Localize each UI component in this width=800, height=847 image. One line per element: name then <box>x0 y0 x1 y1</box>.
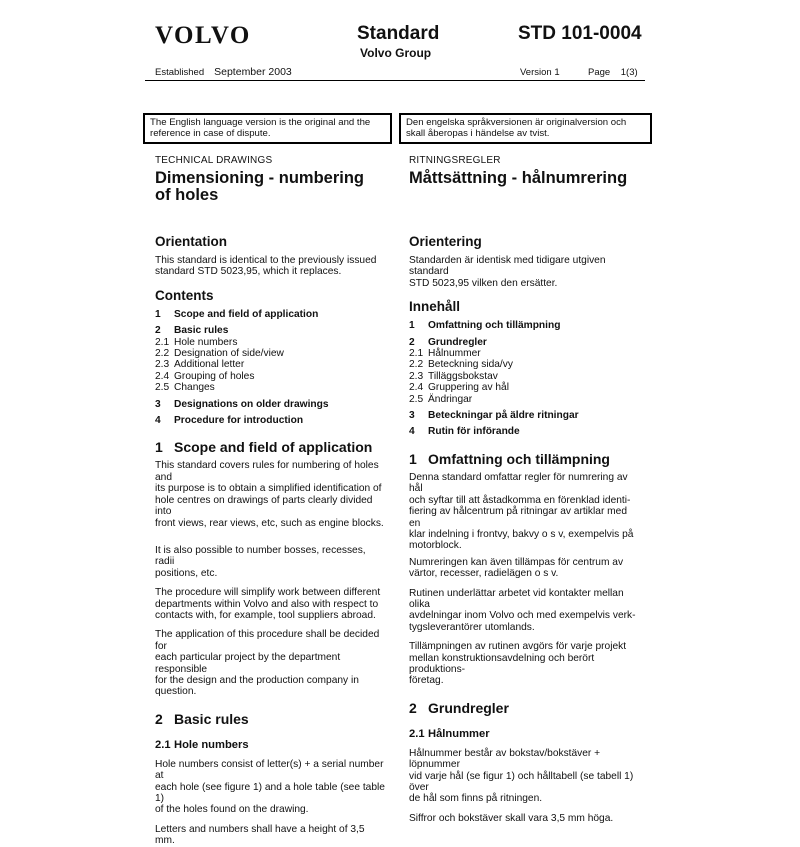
section-1-heading: 1 Omfattning och tillämpning <box>409 450 610 467</box>
organization: Volvo Group <box>360 46 432 60</box>
toc-item: 2.4 Gruppering av hål <box>409 382 509 394</box>
version-label: Version 1 <box>520 67 560 78</box>
section-2-heading: 2 Grundregler <box>409 699 509 716</box>
section-1-paragraph: The application of this procedure shall be decided for each particular project by the department responsible for the design and the production company in question. <box>155 629 380 698</box>
toc-item: 2.3 Tilläggsbokstav <box>409 370 498 382</box>
section-1-paragraph: Numreringen kan även tillämpas för centrum av värtor, recesser, radielägen o s v. <box>409 556 624 580</box>
section-1-paragraph: This standard covers rules for numbering of holes and its purpose is to obtain a simplified identification of hole centres on drawings of parts clearly divided into front views, rear views, etc, such as engine blocks. <box>155 460 384 529</box>
english-column <box>155 155 387 847</box>
section-1-heading: 1 Scope and field of application <box>155 439 373 456</box>
toc-item: 2.3 Additional letter <box>155 359 245 371</box>
section-2-1-heading: 2.1 Hålnummer <box>409 727 490 740</box>
english-note-box: The English language version is the original and the reference in case of dispute. <box>143 113 392 144</box>
established-label: Established <box>155 67 205 78</box>
orientation-text: This standard is identical to the previously issued standard STD 5023,95, which it replaces. <box>155 255 377 278</box>
section-2-1-paragraph: Hålnummer består av bokstav/bokstäver + löpnummer vid varje hål (se figur 1) och hålltabell (se tabell 1) över de hål som finns på ritningen. <box>409 747 634 805</box>
document-title: Dimensioning - numbering of holes <box>155 169 364 204</box>
toc-item: 3 Beteckningar på äldre ritningar <box>409 410 579 422</box>
header-rule <box>145 80 645 81</box>
orientation-text: Standarden är identisk med tidigare utgiven standard STD 5023,95 vilken den ersätter. <box>409 255 606 289</box>
toc-item: 3 Designations on older drawings <box>155 398 329 410</box>
category-label: RITNINGSREGLER <box>409 155 501 166</box>
toc-item: 2 Basic rules <box>155 325 229 337</box>
contents-heading: Contents <box>155 287 214 303</box>
orientation-heading: Orientering <box>409 234 482 249</box>
section-1-paragraph: Denna standard omfattar regler för numrering av hål och syftar till att åstadkomma en förenklad identi- fiering av hålcentrum på ritningar av artiklar med en klar indelning i frontvy, bakvy o s v, exempelvis på motorblock. <box>409 471 634 552</box>
toc-item: 2.1 Hole numbers <box>155 336 238 348</box>
section-1-paragraph: The procedure will simplify work between different departments within Volvo and also with respect to contacts with, for example, tool suppliers abroad. <box>155 587 381 621</box>
toc-item: 1 Omfattning och tillämpning <box>409 320 561 332</box>
established-value: September 2003 <box>214 66 292 78</box>
contents-heading: Innehåll <box>409 299 461 315</box>
toc-item: 2.1 Hålnummer <box>409 348 481 360</box>
section-1-paragraph: Rutinen underlättar arbetet vid kontakter mellan olika avdelningar inom Volvo och med exempelvis verk- tygsleverantörer utomlands. <box>409 587 636 633</box>
toc-item: 4 Rutin för införande <box>409 426 520 438</box>
established-meta <box>155 66 292 78</box>
toc-item: 4 Procedure for introduction <box>155 415 304 427</box>
toc-item: 2.2 Beteckning sida/vy <box>409 359 513 371</box>
section-2-1-paragraph: Siffror och bokstäver skall vara 3,5 mm höga. <box>409 812 614 824</box>
swedish-column <box>409 155 641 824</box>
toc-item: 2.4 Grouping of holes <box>155 370 255 382</box>
toc-item: 1 Scope and field of application <box>155 308 319 320</box>
toc-item: 2.5 Changes <box>155 382 215 394</box>
standard-number: STD 101-0004 <box>518 23 642 44</box>
section-1-paragraph: It is also possible to number bosses, recesses, radii positions, etc. <box>155 544 366 579</box>
table-of-contents <box>409 320 641 438</box>
category-label: TECHNICAL DRAWINGS <box>155 155 273 166</box>
section-2-1-heading: 2.1 Hole numbers <box>155 738 249 751</box>
volvo-logo: VOLVO <box>155 22 251 49</box>
toc-item: 2.2 Designation of side/view <box>155 348 284 360</box>
page-meta <box>588 67 638 78</box>
section-2-1-paragraph: Letters and numbers shall have a height of 3,5 mm. <box>155 823 365 847</box>
swedish-note-box: Den engelska språkversionen är originalversion och skall åberopas i händelse av tvist. <box>399 113 652 144</box>
page-label: Page <box>588 67 611 78</box>
section-2-heading: 2 Basic rules <box>155 710 249 727</box>
toc-item: 2 Grundregler <box>409 336 487 348</box>
document-title: Måttsättning - hålnumrering <box>409 169 628 187</box>
section-1-paragraph: Tillämpningen av rutinen avgörs för varje projekt mellan konstruktionsavdelning och berört produktions- företag. <box>409 641 627 687</box>
table-of-contents <box>155 309 387 427</box>
doc-type: Standard <box>357 23 440 44</box>
section-2-1-paragraph: Hole numbers consist of letter(s) + a serial number at each hole (see figure 1) and a hole table (see table 1) of the holes found on the drawing. <box>155 758 385 816</box>
orientation-heading: Orientation <box>155 234 228 249</box>
toc-item: 2.5 Ändringar <box>409 393 473 405</box>
page-value: 1(3) <box>620 67 638 78</box>
